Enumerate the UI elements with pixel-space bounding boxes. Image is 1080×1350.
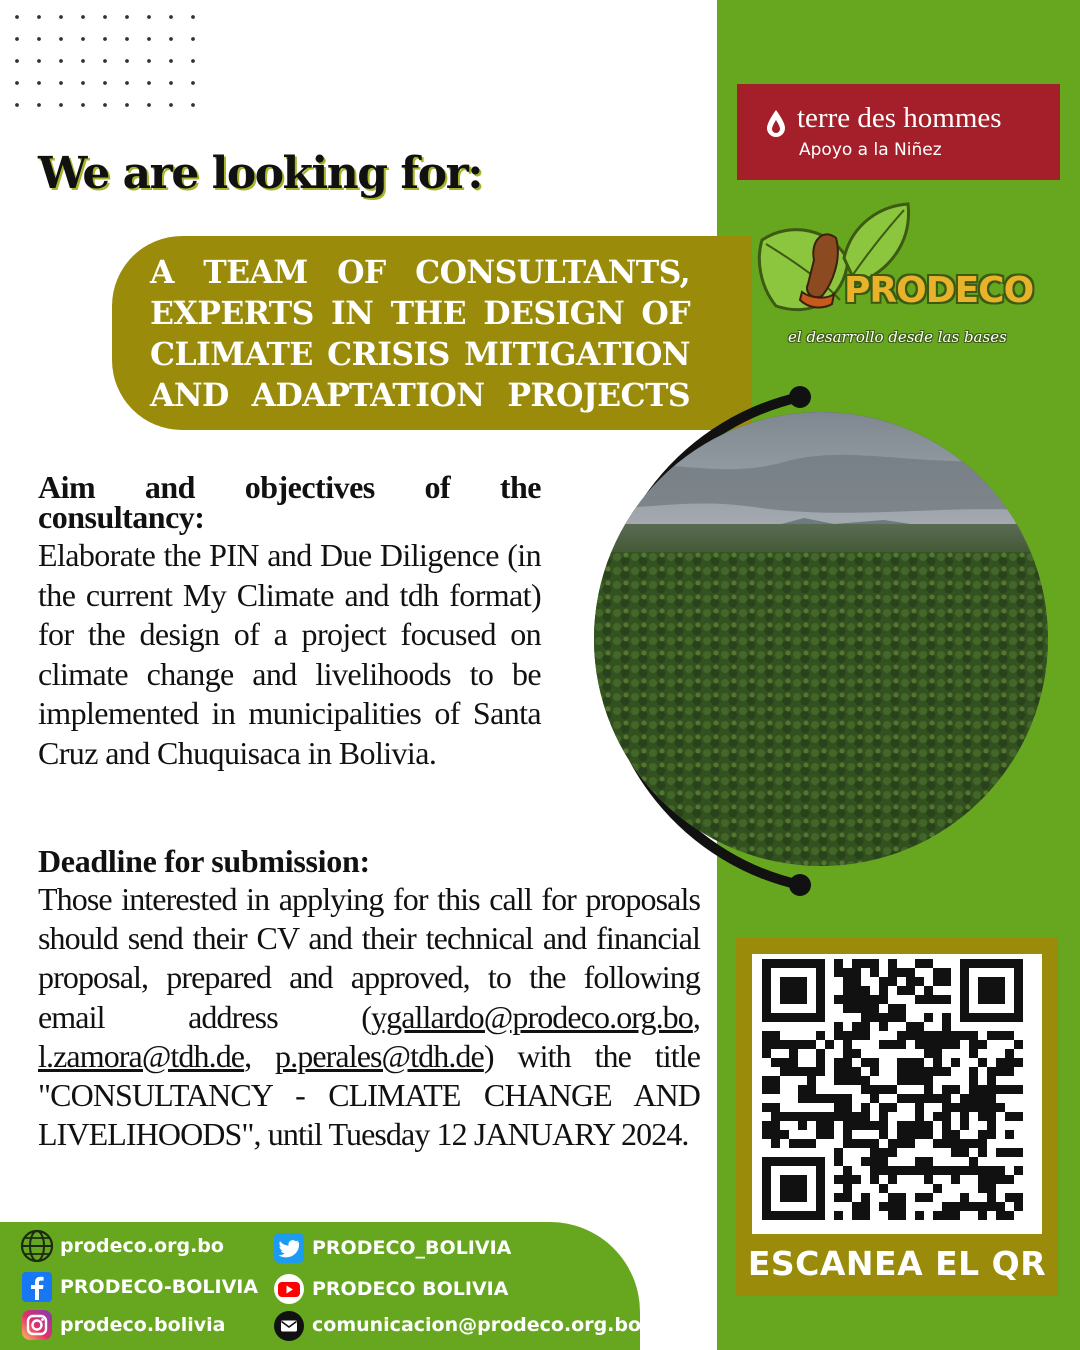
tdh-name: terre des hommes [797,102,1002,134]
deadline-section [38,842,700,1154]
twitter-link[interactable] [272,1231,511,1265]
email-contact-link[interactable] [272,1308,641,1342]
instagram-link[interactable] [20,1308,225,1342]
youtube-text: PRODECO BOLIVIA [312,1278,509,1300]
position-line: EXPERTS IN THE DESIGN OF [150,295,690,332]
facebook-text: PRODECO-BOLIVIA [60,1276,259,1298]
forest-image [594,412,1048,866]
separator: , [692,998,700,1035]
position-line: AND ADAPTATION PROJECTS [150,377,690,414]
drop-icon [765,109,787,139]
aim-body: Elaborate the PIN and Due Diligence (in the current My Climate and tdh format) for the design of a project focused on climate change and livelihoods to be implemented in municipalities of Santa Cruz and Chuquisaca in Bolivia. [38,537,541,771]
qr-code[interactable] [752,954,1042,1234]
deadline-heading: Deadline for submission: [38,843,370,879]
qr-code-panel [736,938,1058,1296]
tdh-subtitle: Apoyo a la Niñez [799,140,942,160]
aim-heading-line: consultancy: [38,499,205,535]
website-text: prodeco.org.bo [60,1235,224,1257]
forest-photo [594,412,1048,866]
instagram-text: prodeco.bolivia [60,1314,226,1336]
deadline-body [38,880,700,1154]
twitter-icon [272,1231,306,1265]
twitter-text: PRODECO_BOLIVIA [312,1237,512,1259]
instagram-icon [20,1308,54,1342]
website-link[interactable] [20,1229,224,1263]
qr-code-image [752,954,1042,1234]
aim-section [38,469,541,773]
position-line: A TEAM OF CONSULTANTS, [150,254,690,291]
facebook-link[interactable] [20,1270,258,1304]
facebook-icon [20,1270,54,1304]
position-line: CLIMATE CRISIS MITIGATION [150,336,690,373]
prodeco-logo [752,200,1044,360]
prodeco-name: PRODECO [844,270,1034,311]
aim-heading-line: Aim and objectives of the [38,469,541,505]
terre-des-hommes-logo [737,84,1060,180]
email-contact-text: comunicacion@prodeco.org.bo [312,1314,642,1336]
aim-heading [38,469,541,535]
email-link[interactable]: l.zamora@tdh.de [38,1037,245,1074]
qr-label: ESCANEA EL QR [747,1244,1047,1283]
deadline-text: ) with the title "CONSULTANCY - CLIMATE CHANGE AND LIVELIHOODS", until Tuesday 12 JANUARY 2024. [38,1037,700,1153]
youtube-icon [272,1272,306,1306]
separator: , [244,1037,276,1074]
globe-icon [20,1229,54,1263]
deadline-text: Those interested in applying for this call for proposals should send their CV and their technical and financial proposal, prepared and approved, to the following email address ( [38,881,700,1035]
email-link[interactable]: ygallardo@prodeco.org.bo [371,998,693,1035]
decorative-dot-grid [6,6,206,116]
email-link[interactable]: p.perales@tdh.de [275,1037,484,1074]
prodeco-tagline: el desarrollo desde las bases [788,328,1007,346]
page-title: We are looking for: [38,148,483,199]
mail-icon [272,1308,306,1342]
youtube-link[interactable] [272,1272,508,1306]
